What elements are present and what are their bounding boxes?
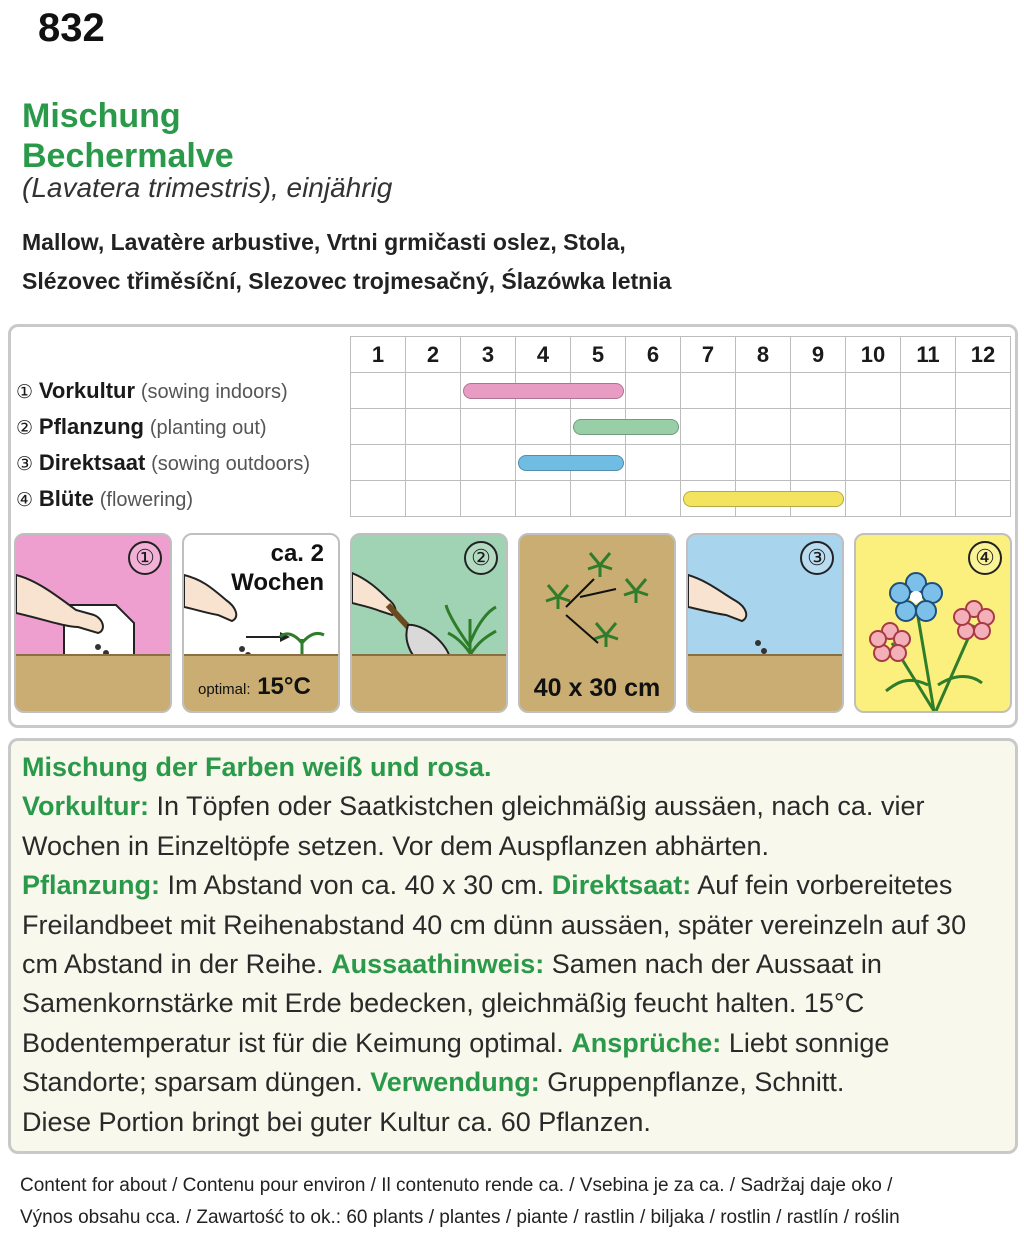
- month-9: 9: [791, 337, 846, 373]
- color-mix-lead: Mischung der Farben weiß und rosa.: [22, 752, 492, 782]
- duration-line-1: ca. 2: [270, 540, 324, 567]
- panel-spacing: [518, 533, 676, 713]
- soil: [688, 654, 842, 711]
- panel-flowering: [854, 533, 1012, 713]
- text-ansprueche: Liebt sonnige Standorte; sparsam düngen.: [22, 1027, 890, 1098]
- portion-text: Diese Portion bringt bei guter Kultur ca. 60 Pflanzen.: [22, 1106, 651, 1137]
- row-label: Pflanzung: [38, 413, 144, 439]
- month-12: 12: [956, 337, 1011, 373]
- month-11: 11: [901, 337, 956, 373]
- month-2: 2: [406, 337, 461, 373]
- text-verwendung: Gruppenpflanze, Schnitt.: [539, 1067, 845, 1098]
- key-vorkultur: Vorkultur:: [22, 791, 149, 822]
- common-names-line-2: Slézovec třiměsíční, Slezovec trojmesačný, Ślazówka letnia: [22, 268, 672, 294]
- step-number: ③: [800, 541, 834, 575]
- text-pflanzung: Im Abstand von ca. 40 x 30 cm.: [159, 870, 552, 901]
- soil: [352, 654, 506, 711]
- calendar-row-direktsaat: [14, 445, 1011, 481]
- panel-sowing-indoors: [14, 533, 172, 713]
- panel-germination: [182, 533, 340, 713]
- soil: [16, 654, 170, 711]
- row-label-en: (sowing indoors): [140, 380, 288, 403]
- month-4: 4: [516, 337, 571, 373]
- month-7: 7: [681, 337, 736, 373]
- common-names-line-1: Mallow, Lavatère arbustive, Vrtni grmičasti oslez, Stola,: [22, 229, 626, 255]
- row-label-en: (planting out): [149, 416, 267, 439]
- text-aussaathinweis: Samen nach der Aussaat in Samenkornstärke mit Erde bedecken, gleichmäßig feucht halten. 15°C Bodentemperatur ist für die Keimung optimal.: [22, 949, 882, 1058]
- calendar-bar: [463, 383, 624, 399]
- calendar-row-bluete: [14, 481, 1011, 517]
- row-label: Direktsaat: [38, 449, 146, 475]
- product-code: 832: [38, 6, 105, 50]
- optimal-label: optimal:: [198, 681, 251, 698]
- month-5: 5: [571, 337, 626, 373]
- row-number: ④: [16, 489, 34, 511]
- month-10: 10: [846, 337, 901, 373]
- row-number: ①: [16, 381, 34, 403]
- month-1: 1: [351, 337, 406, 373]
- month-8: 8: [736, 337, 791, 373]
- row-number: ②: [16, 417, 34, 439]
- instructions-text: [22, 748, 1007, 1142]
- duration-label: [231, 539, 324, 597]
- key-aussaathinweis: Aussaathinweis:: [331, 949, 545, 980]
- panel-sowing-outdoors: [686, 533, 844, 713]
- step-number: ②: [464, 541, 498, 575]
- calendar-bar: [573, 419, 679, 435]
- month-6: 6: [626, 337, 681, 373]
- optimal-temperature: [198, 673, 311, 701]
- step-number: ①: [128, 541, 162, 575]
- key-verwendung: Verwendung:: [370, 1067, 540, 1098]
- calendar-row-pflanzung: [14, 409, 1011, 445]
- row-label: Vorkultur: [38, 377, 136, 403]
- text-vorkultur: In Töpfen oder Saatkistchen gleichmäßig aussäen, nach ca. vier Wochen in Einzeltöpfe setzen. Vor dem Auspflanzen abhärten.: [22, 791, 925, 861]
- title-line-1: Mischung: [22, 97, 181, 135]
- title-line-2: Bechermalve: [22, 137, 234, 175]
- temperature-value: 15°C: [257, 673, 311, 700]
- footer-line-1: Content for about / Contenu pour environ / Il contenuto rende ca. / Vsebina je za ca. / Sadržaj daje oko /: [20, 1175, 893, 1196]
- spacing-dimensions: 40 x 30 cm: [533, 674, 661, 702]
- calendar-bar: [683, 491, 844, 507]
- row-number: ③: [16, 453, 34, 475]
- sowing-calendar: [14, 336, 1011, 517]
- key-pflanzung: Pflanzung:: [22, 870, 160, 901]
- footer-content-note: [20, 1170, 900, 1234]
- row-label-en: (flowering): [99, 488, 194, 511]
- panel-planting-out: [350, 533, 508, 713]
- latin-name: (Lavatera trimestris), einjährig: [22, 172, 393, 203]
- step-number: ④: [968, 541, 1002, 575]
- footer-line-2: Výnos obsahu cca. / Zawartość to ok.: 60 plants / plantes / piante / rastlin / biljaka / rostlin / rastlín / roślin: [20, 1207, 900, 1228]
- row-label-en: (sowing outdoors): [151, 452, 311, 475]
- duration-line-2: Wochen: [231, 569, 324, 596]
- calendar-bar: [518, 455, 624, 471]
- row-label: Blüte: [38, 485, 94, 511]
- key-direktsaat: Direktsaat:: [551, 870, 692, 901]
- key-ansprueche: Ansprüche:: [571, 1027, 722, 1058]
- month-3: 3: [461, 337, 516, 373]
- text-direktsaat: Auf fein vorbereitetes Freilandbeet mit Reihenabstand 40 cm dünn aussäen, später vereinzeln auf 30 cm Abstand in der Reihe.: [22, 870, 967, 980]
- calendar-corner: [14, 337, 351, 373]
